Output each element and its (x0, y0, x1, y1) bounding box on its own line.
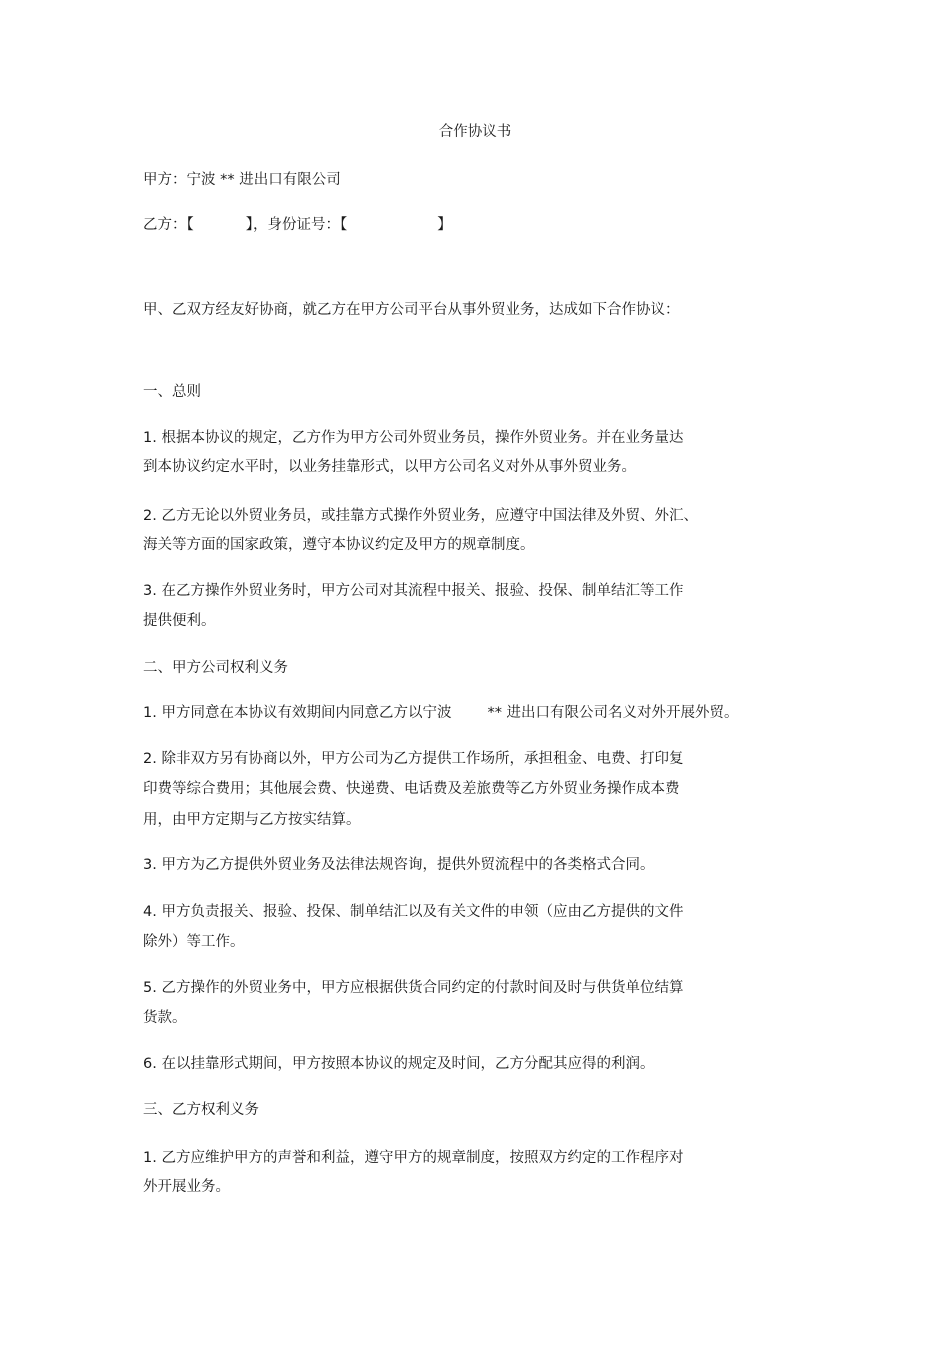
section-2-item-4-line-2: 除外）等工作。 (143, 934, 245, 950)
party-a-name-suffix: 进出口有限公司 (239, 172, 341, 188)
section-2-item-1-part-1: 1. 甲方同意在本协议有效期间内同意乙方以宁波 (143, 705, 452, 721)
section-2-heading: 二、甲方公司权利义务 (143, 660, 288, 676)
section-2-item-4-line-1: 4. 甲方负责报关、报验、投保、制单结汇以及有关文件的申领（应由乙方提供的文件 (143, 904, 684, 920)
party-b-label: 乙方： (143, 217, 187, 233)
party-b-id-label: 身份证号： (267, 217, 340, 233)
section-1-item-2-line-2: 海关等方面的国家政策，遵守本协议约定及甲方的规章制度。 (143, 537, 535, 553)
section-2-item-1 (143, 703, 739, 723)
section-2-item-2-line-1: 2. 除非双方另有协商以外，甲方公司为乙方提供工作场所，承担租金、电费、打印复 (143, 751, 684, 767)
section-1-heading: 一、总则 (143, 384, 201, 400)
intro-paragraph: 甲、乙双方经友好协商，就乙方在甲方公司平台从事外贸业务，达成如下合作协议： (143, 302, 680, 318)
section-2-item-2-line-3: 用，由甲方定期与乙方按实结算。 (143, 812, 361, 828)
party-b-bracket-open: 【 (186, 217, 194, 233)
party-b-id-bracket-open: 【 (340, 217, 348, 233)
party-b-bracket-close: 】， (245, 217, 268, 233)
section-3-item-1-line-1: 1. 乙方应维护甲方的声誉和利益，遵守甲方的规章制度，按照双方约定的工作程序对 (143, 1150, 684, 1166)
section-2-item-2-line-2: 印费等综合费用；其他展会费、快递费、电话费及差旅费等乙方外贸业务操作成本费 (143, 781, 680, 797)
document-title: 合作协议书 (438, 124, 512, 140)
section-3-item-1-line-2: 外开展业务。 (143, 1179, 230, 1195)
party-b-id-bracket-close: 】 (437, 217, 452, 233)
section-1-item-3-line-1: 3. 在乙方操作外贸业务时，甲方公司对其流程中报关、报验、投保、制单结汇等工作 (143, 583, 684, 599)
section-2-item-3: 3. 甲方为乙方提供外贸业务及法律法规咨询，提供外贸流程中的各类格式合同。 (143, 857, 655, 873)
party-a-name-mask: ** (220, 172, 235, 188)
party-a-name-prefix: 宁波 (186, 172, 216, 188)
party-a-label: 甲方： (143, 172, 187, 188)
section-1-item-1-line-1: 1. 根据本协议的规定，乙方作为甲方公司外贸业务员，操作外贸业务。并在业务量达 (143, 430, 684, 446)
section-2-item-1-part-2: ** 进出口有限公司名义对外开展外贸。 (487, 705, 739, 721)
section-2-item-6: 6. 在以挂靠形式期间，甲方按照本协议的规定及时间，乙方分配其应得的利润。 (143, 1056, 655, 1072)
section-1-item-3-line-2: 提供便利。 (143, 613, 216, 629)
section-1-item-2-line-1: 2. 乙方无论以外贸业务员，或挂靠方式操作外贸业务，应遵守中国法律及外贸、外汇、 (143, 508, 698, 524)
party-b-line (143, 215, 452, 235)
section-2-item-5-line-2: 货款。 (143, 1010, 187, 1026)
party-a-line (143, 170, 341, 190)
section-2-item-5-line-1: 5. 乙方操作的外贸业务中，甲方应根据供货合同约定的付款时间及时与供货单位结算 (143, 980, 684, 996)
section-3-heading: 三、乙方权利义务 (143, 1102, 259, 1118)
section-1-item-1-line-2: 到本协议约定水平时，以业务挂靠形式，以甲方公司名义对外从事外贸业务。 (143, 459, 636, 475)
